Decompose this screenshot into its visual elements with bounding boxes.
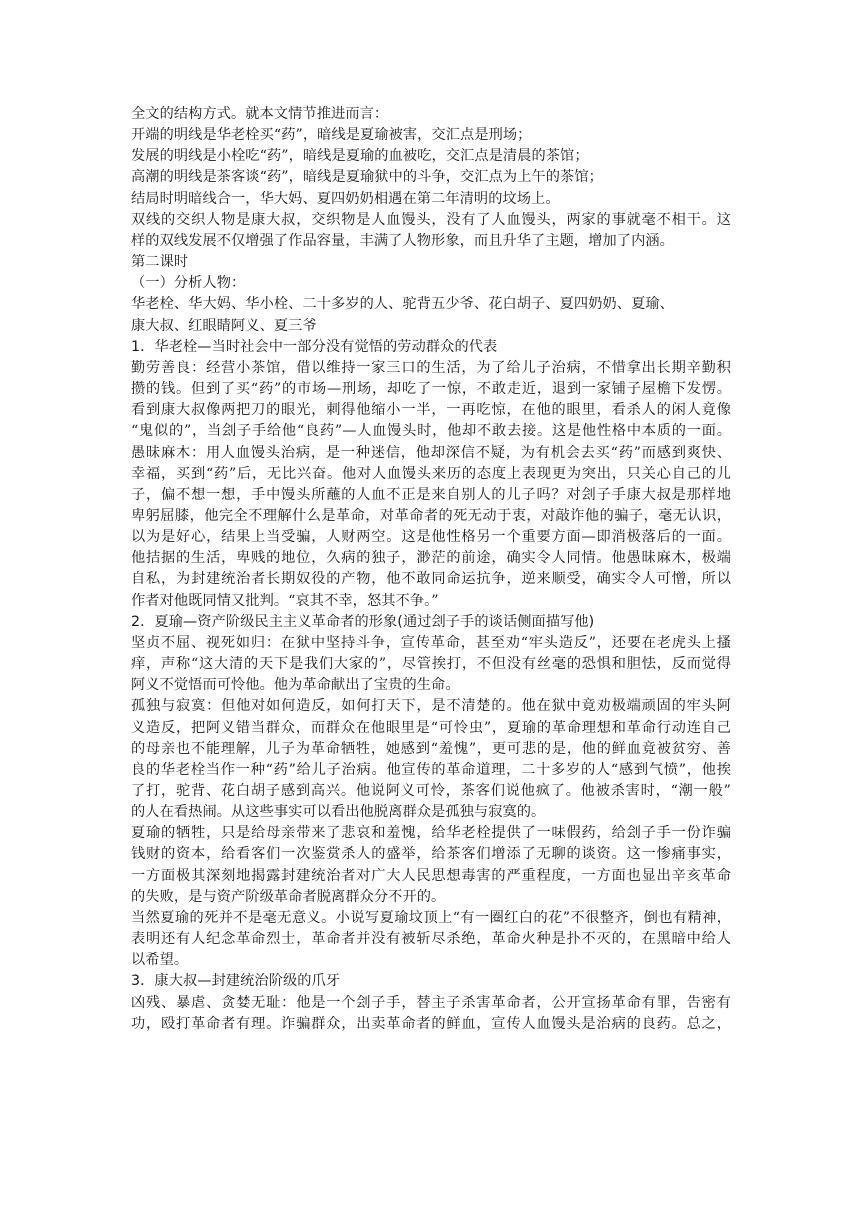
text-line: 阿义不觉悟而可怜他。他为革命献出了宝贵的生命。	[131, 677, 460, 694]
section-heading: 3．康大叔—封建统治阶级的爪牙	[131, 973, 341, 990]
text-line: 子，偏不想一想，手中馒头所蘸的人血不正是来自别人的儿子吗？对刽子手康大叔是那样地	[131, 486, 731, 503]
text-line: 夏瑜的牺牲，只是给母亲带来了悲哀和羞愧，给华老栓提供了一味假药，给刽子手一份诈骗	[131, 825, 731, 842]
section-heading: 1．华老栓—当时社会中一部分没有觉悟的劳动群众的代表	[131, 338, 498, 355]
text-line: 攒的钱。但到了买“药”的市场—刑场，却吃了一惊，不敢走近，退到一家铺子屋檐下发愣。	[131, 381, 731, 398]
text-line: 一方面极其深刻地揭露封建统治者对广大人民思想毒害的严重程度，一方面也显出辛亥革命	[131, 867, 731, 884]
text-line: 华老栓、华大妈、华小栓、二十多岁的人、驼背五少爷、花白胡子、夏四奶奶、夏瑜、	[131, 296, 674, 313]
text-line: 样的双线发展不仅增强了作品容量，丰满了人物形象，而且升华了主题，增加了内涵。	[131, 232, 674, 249]
text-line: 的失败，是与资产阶级革命者脱离群众分不开的。	[131, 888, 446, 905]
text-line: 坚贞不屈、视死如归：在狱中坚持斗争，宣传革命，甚至劝“牢头造反”，还要在老虎头上搔	[131, 634, 731, 651]
text-line: 作者对他既同情又批判。“哀其不幸，怒其不争。”	[131, 592, 439, 609]
section-heading: 2．夏瑜—资产阶级民主主义革命者的形象(通过刽子手的谈话侧面描写他)	[131, 613, 595, 630]
text-line: 发展的明线是小栓吃“药”，暗线是夏瑜的血被吃，交汇点是清晨的茶馆；	[131, 148, 589, 165]
text-line: 当然夏瑜的死并不是毫无意义。小说写夏瑜坟顶上“有一圈红白的花”不很整齐，倒也有精神，	[131, 909, 731, 926]
document-body	[131, 104, 731, 1035]
text-line: 勤劳善良：经营小茶馆，借以维持一家三口的生活，为了给儿子治病，不惜拿出长期辛勤积	[131, 359, 731, 376]
text-line: 的母亲也不能理解，儿子为革命牺牲，她感到“羞愧”，更可悲的是，他的鲜血竟被贫穷、善	[131, 740, 731, 757]
text-line: “鬼似的”，当刽子手给他“良药”—人血馒头时，他却不敢去接。这是他性格中本质的一面。	[131, 423, 731, 440]
text-line: 表明还有人纪念革命烈士，革命者并没有被斩尽杀绝，革命火种是扑不灭的，在黑暗中给人	[131, 931, 731, 948]
text-line: （一）分析人物：	[131, 275, 246, 292]
text-line: 卑躬屈膝，他完全不理解什么是革命，对革命者的死无动于衷，对敲诈他的骗子，毫无认识，	[131, 507, 731, 524]
text-line: 看到康大叔像两把刀的眼光，刺得他缩小一半，一再吃惊，在他的眼里，看杀人的闲人竟像	[131, 402, 731, 419]
text-line: 结局时明暗线合一，华大妈、夏四奶奶相遇在第二年清明的坟场上。	[131, 190, 560, 207]
text-line: 全文的结构方式。就本文情节推进而言：	[131, 106, 389, 122]
text-line: 康大叔、红眼睛阿义、夏三爷	[131, 317, 317, 334]
text-line: 开端的明线是华老栓买“药”，暗线是夏瑜被害，交汇点是刑场；	[131, 127, 532, 144]
text-line: 以希望。	[131, 952, 189, 969]
text-line: 义造反，把阿义错当群众，而群众在他眼里是“可怜虫”，夏瑜的革命理想和革命行动连自己	[131, 719, 731, 736]
text-line: 幸福，买到“药”后，无比兴奋。他对人血馒头来历的态度上表现更为突出，只关心自己的儿	[131, 465, 731, 482]
text-line: 钱财的资本，给看客们一次鉴赏杀人的盛举，给茶客们增添了无聊的谈资。这一惨痛事实，	[131, 846, 731, 863]
text-line: 孤独与寂寞：但他对如何造反，如何打天下，是不清楚的。他在狱中竟劝极端顽固的牢头阿	[131, 698, 731, 715]
text-line: 自私，为封建统治者长期奴役的产物，他不敢同命运抗争，逆来顺受，确实令人可憎，所以	[131, 571, 731, 588]
text-line: 他拮据的生活，卑贱的地位，久病的独子，渺茫的前途，确实令人同情。他愚昧麻木，极端	[131, 550, 731, 567]
text-line: 双线的交织人物是康大叔，交织物是人血馒头，没有了人血馒头，两家的事就毫不相干。这	[131, 211, 731, 228]
text-line: 的人在看热闹。从这些事实可以看出他脱离群众是孤独与寂寞的。	[131, 804, 546, 821]
text-line: 痒，声称“这大清的天下是我们大家的”，尽管挨打，不但没有丝毫的恐惧和胆怯，反而觉得	[131, 656, 731, 673]
text-line: 以为是好心，结果上当受骗，人财两空。这是他性格另一个重要方面—即消极落后的一面。	[131, 529, 731, 546]
text-line: 愚昧麻木：用人血馒头治病，是一种迷信，他却深信不疑，为有机会去买“药”而感到爽快、	[131, 444, 731, 461]
text-line: 第二课时	[131, 254, 189, 271]
text-line: 功，殴打革命者有理。诈骗群众，出卖革命者的鲜血，宣传人血馒头是治病的良药。总之，	[131, 1015, 731, 1032]
text-line: 凶残、暴虐、贪婪无耻：他是一个刽子手，替主子杀害革命者，公开宣扬革命有罪，告密有	[131, 994, 731, 1011]
text-line: 高潮的明线是茶客谈“药”，暗线是夏瑜狱中的斗争，交汇点为上午的茶馆；	[131, 169, 603, 186]
text-line: 了打，驼背、花白胡子感到高兴。他说阿义可怜，茶客们说他疯了。他被杀害时，“潮一般”	[131, 783, 731, 799]
text-line: 良的华老栓当作一种“药”给儿子治病。他宣传的革命道理，二十多岁的人“感到气愤”，他挨	[131, 761, 731, 778]
